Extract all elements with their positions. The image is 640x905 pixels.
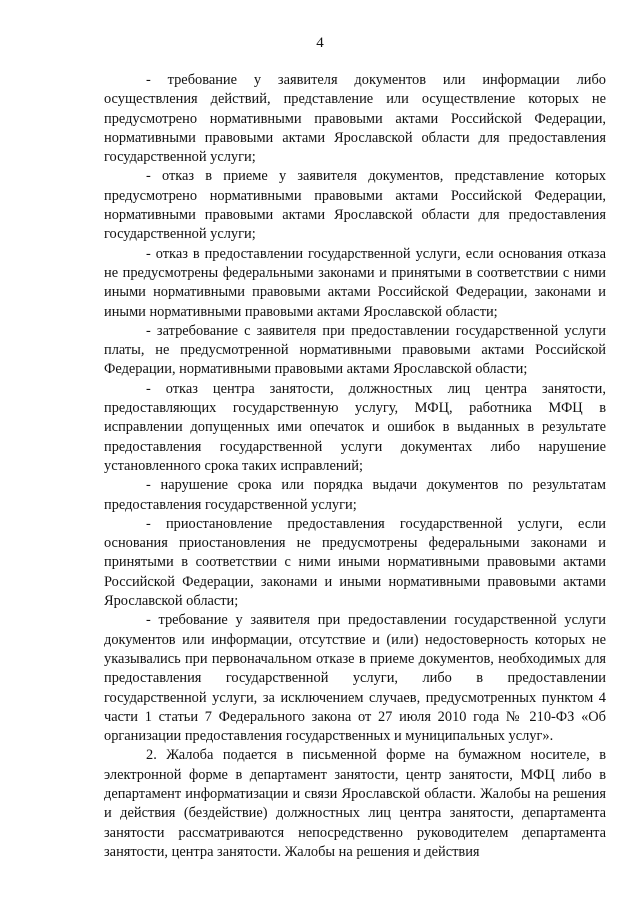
- paragraph-correction-refusal: - отказ центра занятости, должностных лиц центра занятости, предоставляющих государственную услугу, МФЦ, работника МФЦ в исправлении допущенных ими опечаток и ошибок в выданных в результате предоставления государственной услуги документах либо нарушение установленного срока таких исправлений;: [104, 380, 606, 474]
- paragraph-missing-info-requirement: - требование у заявителя при предоставлении государственной услуги документов или информации, отсутствие и (или) недостоверность которых не указывались при первоначальном отказе в приеме документов, необходимых для предоставления государственной услуги, либо в предоставлении государственной услуги, за исключением случаев, предусмотренных пунктом 4 части 1 статьи 7 Федерального закона от 27 июля 2010 года № 210-ФЗ «Об организации предоставления государственных и муниципальных услуг».: [104, 612, 606, 745]
- paragraph-suspension: - приостановление предоставления государственной услуги, если основания приостановления не предусмотрены федеральными законами и принятыми в соответствии с ними иными нормативными правовыми актами Российской Федерации, законами и иными нормативными правовыми актами Ярославской области;: [104, 515, 606, 610]
- paragraph-deadline-violation: - нарушение срока или порядка выдачи документов по результатам предоставления государственной услуги;: [104, 477, 606, 513]
- document-body: [104, 71, 606, 862]
- paragraph-requirement-documents: - требование у заявителя документов или информации либо осуществления действий, представление или осуществление которых не предусмотрено нормативными правовыми актами Российской Федерации, нормативными правовыми актами Ярославской области для предоставления государственной услуги;: [104, 72, 606, 166]
- paragraph-fee-demand: - затребование с заявителя при предоставлении государственной услуги платы, не предусмотренной нормативными правовыми актами Российской Федерации, нормативными правовыми актами Ярославской области;: [104, 322, 606, 378]
- page-number: 4: [316, 35, 324, 51]
- paragraph-refusal-service: - отказ в предоставлении государственной услуги, если основания отказа не предусмотрены федеральными законами и принятыми в соответствии с ними иными нормативными правовыми актами Российской Федерации, законами и иными нормативными правовыми актами Ярославской области;: [104, 245, 606, 320]
- paragraph-refusal-acceptance: - отказ в приеме у заявителя документов, представление которых предусмотрено нормативными правовыми актами Российской Федерации, нормативными правовыми актами Ярославской области для предоставления государственной услуги;: [104, 168, 606, 243]
- paragraph-complaint-submission: 2. Жалоба подается в письменной форме на бумажном носителе, в электронной форме в департамент занятости, центр занятости, МФЦ либо в департамент информатизации и связи Ярославской области. Жалобы на решения и действия (бездействие) должностных лиц центра занятости, департамента занятости рассматриваются непосредственно руководителем департамента занятости, центра занятости. Жалобы на решения и действия: [104, 747, 606, 860]
